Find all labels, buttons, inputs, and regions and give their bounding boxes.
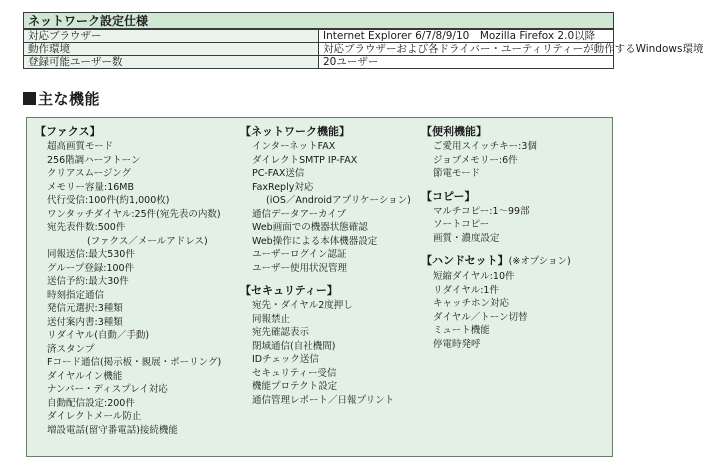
list-item: ワンタッチダイヤル:25件(宛先表の内数) <box>47 208 221 220</box>
list-item: Fコード通信(掲示板・親展・ポーリング) <box>47 357 222 368</box>
list-item: 時刻指定通信 <box>47 289 105 301</box>
list-item: クリアスムージング <box>47 168 132 179</box>
list-item: 256階調ハーフトーン <box>47 154 141 166</box>
spec-row <box>24 29 614 43</box>
list-item: 超高画質モード <box>47 141 114 152</box>
list-item: 済スタンプ <box>47 343 95 355</box>
list-item: 通信データアーカイブ <box>252 208 346 220</box>
security-list <box>240 299 411 407</box>
list-item: 同報送信:最大530件 <box>47 249 135 260</box>
list-item: 短縮ダイヤル:10件 <box>433 271 515 282</box>
list-item: ミュート機能 <box>433 325 490 336</box>
list-item: 画質・濃度設定 <box>433 232 500 244</box>
network-heading: 【ネットワーク機能】 <box>240 125 350 138</box>
list-item: 代行受信:100件(約1,000枚) <box>47 195 170 206</box>
handset-title: 【ハンドセット】 <box>421 254 509 267</box>
fax-heading: 【ファクス】 <box>35 125 101 138</box>
list-item: 停電時発呼 <box>433 338 481 350</box>
spec-label: 動作環境 <box>24 43 319 56</box>
network-spec-table <box>23 12 703 69</box>
convenience-heading: 【便利機能】 <box>421 125 487 138</box>
handset-heading <box>421 254 571 268</box>
copy-heading: 【コピー】 <box>421 189 476 203</box>
list-item: 宛先確認表示 <box>252 327 310 338</box>
list-item: ジョブメモリー:6件 <box>433 154 518 166</box>
list-item: 宛先表件数:500件 <box>47 222 126 233</box>
list-item: 発信元選択:3種類 <box>47 303 123 314</box>
list-item: 自動配信設定:200件 <box>47 397 135 409</box>
black-square-icon <box>23 92 36 105</box>
list-item: 宛先・ダイヤル2度押し <box>252 300 353 311</box>
list-item: 通信管理レポート／日報プリント <box>252 394 395 406</box>
list-item: ユーザーログイン認証 <box>252 249 347 260</box>
list-item: ダイレクトメール防止 <box>47 411 142 422</box>
spec-value: Internet Explorer 6/7/8/9/10 Mozilla Firefox 2.0以降 <box>319 29 614 43</box>
features-box <box>26 117 613 457</box>
list-item: 同報禁止 <box>252 313 291 325</box>
list-item: メモリー容量:16MB <box>47 181 135 193</box>
features-title: 主な機能 <box>38 89 101 108</box>
list-item: 増設電話(留守番電話)接続機能 <box>47 424 178 436</box>
fax-list <box>35 140 221 437</box>
copy-list <box>421 205 571 246</box>
features-column-1 <box>35 123 221 437</box>
features-heading <box>23 88 100 108</box>
spec-value: 20ユーザー <box>319 56 614 69</box>
list-item: セキュリティー受信 <box>252 367 337 379</box>
spec-table-title: ネットワーク設定仕様 <box>24 13 614 30</box>
list-item: PC-FAX送信 <box>252 168 305 179</box>
handset-option-note: (※オプション) <box>508 256 571 267</box>
list-item: 送信予約:最大30件 <box>47 276 129 287</box>
network-list <box>240 140 411 275</box>
list-item: (iOS／Androidアプリケーション) <box>266 195 411 206</box>
spec-label: 登録可能ユーザー数 <box>24 56 319 69</box>
list-item: リダイヤル(自動／手動) <box>47 330 150 341</box>
list-item: IDチェック送信 <box>252 354 319 365</box>
list-item: 節電モード <box>433 168 481 179</box>
security-heading: 【セキュリティー】 <box>240 284 338 297</box>
list-item: 機能プロテクト設定 <box>252 381 338 392</box>
features-column-3 <box>421 123 571 351</box>
spec-value: 対応ブラウザーおよび各ドライバー・ユーティリティーが動作するWindows環境 <box>319 43 614 56</box>
list-item: ダイヤルイン機能 <box>47 370 123 382</box>
list-item: 送付案内書:3種類 <box>47 316 123 328</box>
list-item: FaxReply対応 <box>252 181 314 193</box>
list-item: ナンバー・ディスプレイ対応 <box>47 384 168 395</box>
spec-label: 対応ブラウザー <box>24 29 319 43</box>
spec-row <box>24 43 614 56</box>
list-item: リダイヤル:1件 <box>433 284 499 296</box>
list-item: インターネットFAX <box>252 141 336 152</box>
list-item: ダイヤル／トーン切替 <box>433 311 528 323</box>
list-item: キャッチホン対応 <box>433 298 510 309</box>
list-item: Web画面での機器状態確認 <box>252 222 368 233</box>
list-item: ご愛用スイッチキー:3個 <box>433 141 537 152</box>
list-item: グループ登録:100件 <box>47 262 135 274</box>
spec-row <box>24 56 614 69</box>
features-column-2 <box>240 123 411 407</box>
list-item: ソートコピー <box>433 219 490 230</box>
list-item: マルチコピー:1〜99部 <box>433 205 530 217</box>
list-item: 閉域通信(自社機間) <box>252 340 336 352</box>
list-item: Web操作による本体機器設定 <box>252 235 378 247</box>
convenience-list <box>421 140 571 181</box>
handset-list <box>421 270 571 351</box>
list-item: ダイレクトSMTP IP-FAX <box>252 154 358 166</box>
list-item: (ファクス／メールアドレス) <box>87 235 208 247</box>
list-item: ユーザー使用状況管理 <box>252 262 348 274</box>
